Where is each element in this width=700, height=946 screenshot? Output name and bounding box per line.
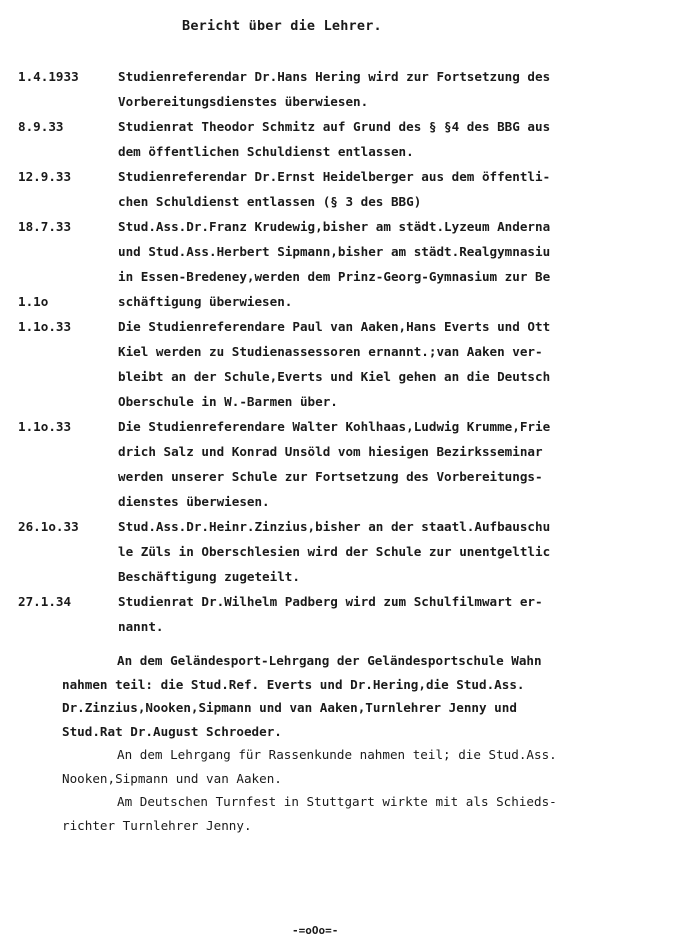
entry-text-line: Studienrat Dr.Wilhelm Padberg wird zum Schulfilmwart er- (118, 594, 543, 609)
entry-date-line: 1.1o (18, 294, 49, 309)
report-entry (18, 589, 700, 639)
report-entry (18, 214, 700, 314)
entry-text-line: chen Schuldienst entlassen (§ 3 des BBG) (118, 194, 422, 209)
entry-date (18, 589, 118, 614)
report-entry (18, 514, 700, 589)
entry-text-line: Stud.Ass.Dr.Heinr.Zinzius,bisher an der staatl.Aufbauschu (118, 519, 551, 534)
entry-text (118, 64, 700, 114)
entry-date (18, 64, 118, 89)
entry-text-line: Studienreferendar Dr.Hans Hering wird zur Fortsetzung des (118, 69, 551, 84)
report-entry (18, 164, 700, 214)
entry-date-line: 1.1o.33 (18, 319, 72, 334)
entry-text-line: und Stud.Ass.Herbert Sipmann,bisher am städt.Realgymnasiu (118, 244, 551, 259)
entry-date (18, 214, 118, 314)
paragraph (62, 649, 700, 743)
entry-text-line: schäftigung überwiesen. (118, 294, 293, 309)
entry-text (118, 164, 700, 214)
entry-text (118, 514, 700, 589)
paragraph (62, 790, 700, 837)
entry-date-line: 12.9.33 (18, 169, 72, 184)
entry-text-line: Beschäftigung zugeteilt. (118, 569, 300, 584)
entry-text (118, 414, 700, 514)
paragraph-line: Nooken,Sipmann und van Aaken. (62, 770, 282, 786)
entry-date (18, 164, 118, 189)
paragraph-line: nahmen teil: die Stud.Ref. Everts und Dr.Hering,die Stud.Ass. (62, 676, 525, 692)
entry-text-line: bleibt an der Schule,Everts und Kiel gehen an die Deutsch (118, 369, 551, 384)
document-title: Bericht über die Lehrer. (182, 18, 382, 34)
entry-date-line: 8.9.33 (18, 119, 64, 134)
paragraph-line: An dem Geländesport-Lehrgang der Geländesportschule Wahn (117, 653, 542, 668)
entry-text (118, 114, 700, 164)
entry-text-line: Die Studienreferendare Paul van Aaken,Hans Everts und Ott (118, 319, 551, 334)
entry-text (118, 314, 700, 414)
report-entry (18, 314, 700, 414)
entry-date (18, 514, 118, 539)
paragraph (62, 743, 700, 790)
entry-date-line: 18.7.33 (18, 219, 72, 234)
entry-date (18, 114, 118, 139)
report-entry (18, 414, 700, 514)
entry-text-line: Studienreferendar Dr.Ernst Heidelberger aus dem öffentli- (118, 169, 551, 184)
entry-text-line: drich Salz und Konrad Unsöld vom hiesigen Bezirksseminar (118, 444, 543, 459)
entry-text (118, 214, 700, 314)
entry-text-line: nannt. (118, 619, 164, 634)
entry-date-line: 1.4.1933 (18, 69, 79, 84)
entry-date-line: 1.1o.33 (18, 419, 72, 434)
entry-text-line: Stud.Ass.Dr.Franz Krudewig,bisher am städt.Lyzeum Anderna (118, 219, 551, 234)
entry-text-line: dienstes überwiesen. (118, 494, 270, 509)
entry-date-line (18, 264, 118, 289)
participation-paragraphs (62, 649, 700, 837)
entry-text-line: in Essen-Bredeney,werden dem Prinz-Georg-Gymnasium zur Be (118, 269, 551, 284)
teacher-entries-list (18, 64, 700, 639)
entry-date (18, 414, 118, 439)
entry-date-line (18, 239, 118, 264)
paragraph-line: richter Turnlehrer Jenny. (62, 817, 252, 833)
entry-text-line: Studienrat Theodor Schmitz auf Grund des § §4 des BBG aus (118, 119, 551, 134)
entry-text-line: le Züls in Oberschlesien wird der Schule zur unentgeltlic (118, 544, 551, 559)
entry-text (118, 589, 700, 639)
entry-text-line: werden unserer Schule zur Fortsetzung des Vorbereitungs- (118, 469, 543, 484)
closing-mark: -=oOo=- (292, 924, 339, 937)
report-entry (18, 114, 700, 164)
entry-text-line: Vorbereitungsdienstes überwiesen. (118, 94, 369, 109)
paragraph-line: An dem Lehrgang für Rassenkunde nahmen teil; die Stud.Ass. (117, 747, 557, 762)
entry-text-line: dem öffentlichen Schuldienst entlassen. (118, 144, 414, 159)
paragraph-line: Dr.Zinzius,Nooken,Sipmann und van Aaken,Turnlehrer Jenny und (62, 700, 517, 715)
report-entry (18, 64, 700, 114)
entry-text-line: Die Studienreferendare Walter Kohlhaas,Ludwig Krumme,Frie (118, 419, 551, 434)
entry-date-line: 27.1.34 (18, 594, 72, 609)
paragraph-line: Stud.Rat Dr.August Schroeder. (62, 723, 282, 739)
entry-text-line: Kiel werden zu Studienassessoren ernannt.;van Aaken ver- (118, 344, 543, 359)
paragraph-line: Am Deutschen Turnfest in Stuttgart wirkte mit als Schieds- (117, 794, 557, 809)
entry-date-line: 26.1o.33 (18, 519, 79, 534)
entry-text-line: Oberschule in W.-Barmen über. (118, 394, 338, 409)
entry-date (18, 314, 118, 339)
